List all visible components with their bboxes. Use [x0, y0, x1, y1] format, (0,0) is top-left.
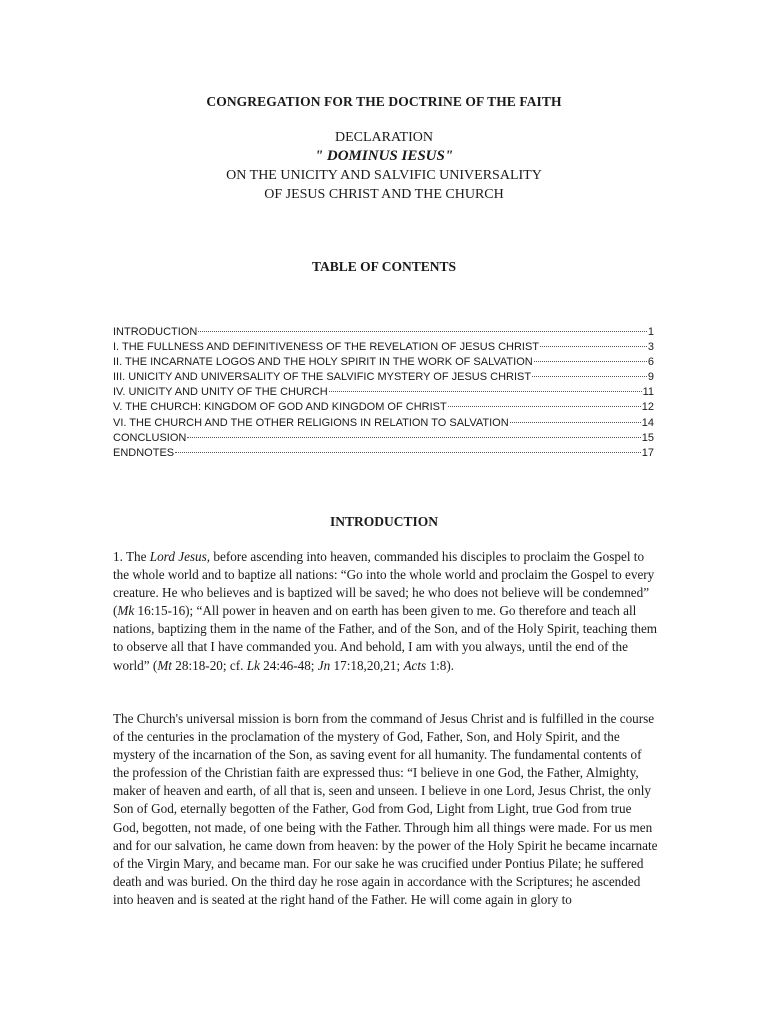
text-run: 1:8).	[426, 657, 455, 673]
introduction-heading: INTRODUCTION	[329, 514, 438, 529]
toc-entry-page: 11	[642, 386, 654, 399]
declaration-label: DECLARATION	[335, 130, 433, 145]
text-run-italic: Lord Jesus,	[149, 549, 211, 564]
toc-leader-dots	[175, 452, 641, 453]
introduction-paragraph-1	[113, 548, 658, 675]
toc-entry-introduction[interactable]	[113, 325, 654, 340]
toc-entry-conclusion[interactable]	[113, 431, 654, 446]
document-title: " DOMINUS IESUS"	[314, 148, 454, 164]
toc-entry-section-1[interactable]	[113, 340, 654, 355]
toc-entry-page: 9	[647, 371, 654, 384]
toc-leader-dots	[329, 391, 642, 392]
toc-entry-page: 15	[641, 431, 654, 444]
toc-leader-dots	[448, 406, 641, 407]
toc-entry-label: ENDNOTES	[113, 446, 175, 459]
toc-leader-dots	[534, 361, 647, 362]
toc-entry-page: 17	[641, 446, 654, 459]
citation-book: Lk	[246, 657, 260, 673]
toc-entry-section-3[interactable]	[113, 370, 654, 385]
toc-entry-page: 3	[647, 341, 654, 354]
subtitle-line-1: ON THE UNICITY AND SALVIFIC UNIVERSALITY	[226, 168, 542, 183]
citation-book: Mt	[157, 657, 172, 673]
toc-leader-dots	[540, 346, 647, 347]
toc-entry-label: V. THE CHURCH: KINGDOM OF GOD AND KINGDOM OF CHRIST	[113, 401, 447, 414]
toc-entry-label: I. THE FULLNESS AND DEFINITIVENESS OF THE REVELATION OF JESUS CHRIST	[113, 341, 540, 354]
text-run: before ascending into heaven, commanded his disciples to proclaim the Gospel to the whole world and to baptize all nations: “Go into the whole world and proclaim the Gospel to every creature. He who believes and is baptized will be saved; he who does not believe will be condemned” (	[113, 549, 655, 619]
text-run: 1. The	[113, 549, 150, 564]
citation-book: Acts	[403, 657, 427, 673]
toc-leader-dots	[510, 422, 641, 423]
toc-heading: TABLE OF CONTENTS	[311, 259, 457, 274]
toc-entry-page: 14	[641, 416, 654, 429]
text-run: 28:18-20; cf.	[171, 657, 247, 673]
toc-entry-section-6[interactable]	[113, 416, 654, 431]
text-run: 16:15-16); “All power in heaven and on earth has been given to me. Go therefore and teach all nations, baptizing them in the name of the Father, and of the Son, and of the Holy Spirit, teaching them to observe all that I have commanded you. And behold, I am with you always, until the end of the world” (	[113, 603, 658, 673]
table-of-contents	[113, 325, 654, 461]
toc-entry-page: 1	[647, 326, 654, 338]
toc-entry-label: II. THE INCARNATE LOGOS AND THE HOLY SPIRIT IN THE WORK OF SALVATION	[113, 356, 533, 369]
declaration-block	[0, 128, 768, 204]
congregation-heading: CONGREGATION FOR THE DOCTRINE OF THE FAITH	[206, 94, 562, 109]
text-run: 17:18,20,21;	[330, 657, 404, 673]
toc-entry-section-4[interactable]	[113, 385, 654, 400]
toc-entry-label: VI. THE CHURCH AND THE OTHER RELIGIONS IN RELATION TO SALVATION	[113, 416, 509, 429]
toc-leader-dots	[198, 331, 647, 332]
toc-leader-dots	[532, 376, 647, 377]
toc-entry-page: 6	[647, 356, 654, 369]
toc-entry-endnotes[interactable]	[113, 446, 654, 461]
toc-leader-dots	[187, 437, 640, 438]
toc-entry-label: INTRODUCTION	[113, 326, 198, 338]
subtitle-line-2: OF JESUS CHRIST AND THE CHURCH	[264, 187, 504, 202]
toc-entry-label: III. UNICITY AND UNIVERSALITY OF THE SALVIFIC MYSTERY OF JESUS CHRIST	[113, 371, 532, 384]
toc-entry-section-5[interactable]	[113, 400, 654, 415]
toc-entry-section-2[interactable]	[113, 355, 654, 370]
toc-entry-page: 12	[641, 401, 654, 414]
text-run: 24:46-48;	[259, 657, 318, 673]
toc-entry-label: IV. UNICITY AND UNITY OF THE CHURCH	[113, 386, 328, 399]
introduction-paragraph-2: The Church's universal mission is born from the command of Jesus Christ and is fulfilled in the course of the centuries in the proclamation of the mystery of God, Father, Son, and Holy Spirit, and the mystery of the incarnation of the Son, as saving event for all humanity. The fundamental contents of the profession of the Christian faith are expressed thus: “I believe in one God, the Father, Almighty, maker of heaven and earth, of all that is, seen and unseen. I believe in one Lord, Jesus Christ, the only Son of God, eternally begotten of the Father, God from God, Light from Light, true God from true God, begotten, not made, of one being with the Father. Through him all things were made. For us men and for our salvation, he came down from heaven: by the power of the Holy Spirit he became incarnate of the Virgin Mary, and became man. For our sake he was crucified under Pontius Pilate; he suffered death and was buried. On the third day he rose again in accordance with the Scriptures; he ascended into heaven and is seated at the right hand of the Father. He will come again in glory to	[113, 711, 658, 907]
citation-book: Jn	[317, 657, 331, 673]
toc-entry-label: CONCLUSION	[113, 431, 187, 444]
citation-book: Mk	[117, 603, 135, 619]
